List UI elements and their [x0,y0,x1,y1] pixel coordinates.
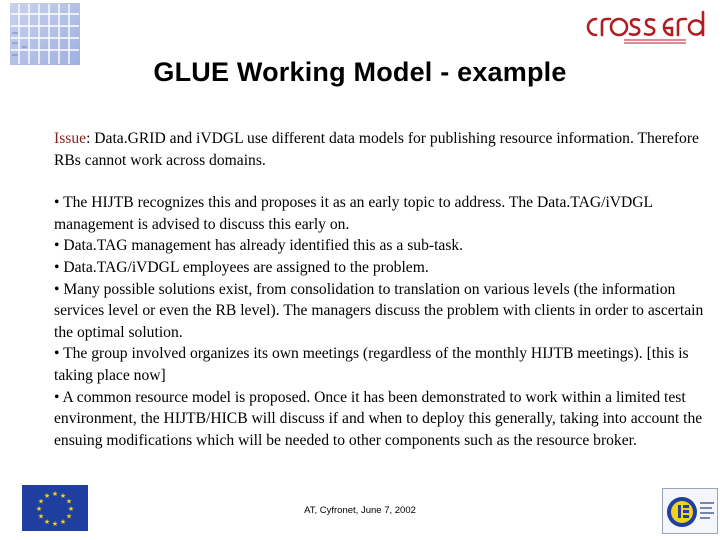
svg-text:★: ★ [37,512,45,521]
issue-paragraph [54,128,714,171]
paragraph-spacer [54,171,714,192]
svg-text:★: ★ [37,497,45,506]
svg-text:★: ★ [65,497,73,506]
bullet-item: • Data.TAG/iVDGL employees are assigned to the problem. [54,258,429,276]
svg-text:★: ★ [59,492,67,500]
svg-text:★: ★ [43,518,51,526]
issue-text: : Data.GRID and iVDGL use different data models for publishing resource information. Therefore RBs cannot work across domains. [54,130,699,169]
svg-text:★: ★ [67,505,75,513]
svg-text:★: ★ [65,512,73,521]
issue-label: Issue [54,130,87,147]
svg-text:★: ★ [35,505,43,513]
svg-text:★: ★ [59,518,67,526]
ist-logo [662,488,718,534]
svg-text:★: ★ [43,492,51,500]
footer-text: AT, Cyfronet, June 7, 2002 [304,505,416,516]
bullet-item: • Data.TAG management has already identified this as a sub-task. [54,237,464,255]
svg-text:★: ★ [51,490,59,498]
svg-text:★: ★ [51,520,59,528]
slide-title: GLUE Working Model - example [153,57,567,87]
bullet-item: • Many possible solutions exist, from consolidation to translation on various levels (the information services level or even the RB level). The managers discuss the problem with clients in order to ascertain the optimal solution. [54,280,704,341]
crossgrid-logo [582,10,710,46]
bullet-item: • The group involved organizes its own meetings (regardless of the monthly HIJTB meetings). [this is taking place now] [54,345,689,384]
bullet-item: • The HIJTB recognizes this and proposes it as an early topic to address. The Data.TAG/iVDGL management is advised to discuss this early on. [54,194,653,233]
slide-body [54,128,714,451]
bullet-item: • A common resource model is proposed. Once it has been demonstrated to work within a limited test environment, the HIJTB/HICB will discuss if and when to deploy this generally, taking into account the ensuing modifications which will be needed to other components such as the resource broker. [54,388,703,449]
